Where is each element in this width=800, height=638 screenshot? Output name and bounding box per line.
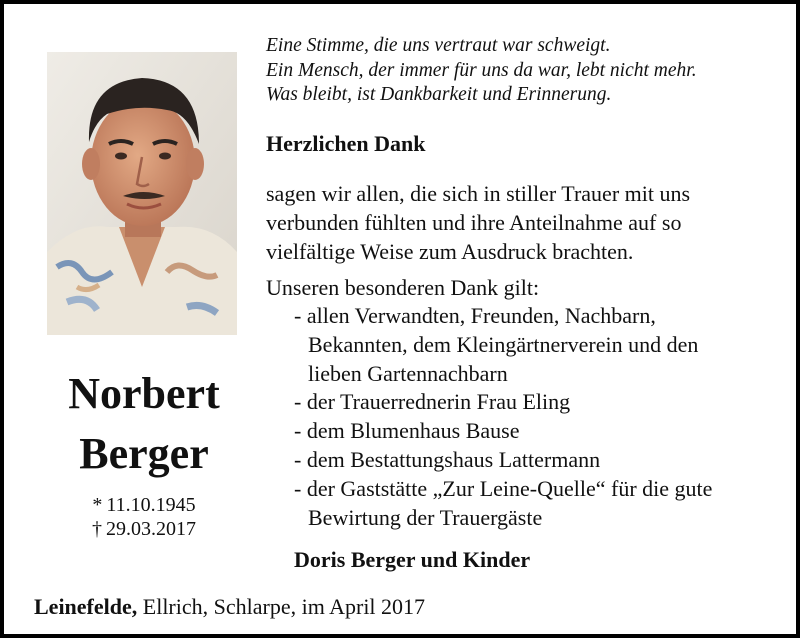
footer-rest: Ellrich, Schlarpe, im April 2017 [137, 594, 426, 619]
birth-date-value: 11.10.1945 [106, 494, 196, 516]
thanks-paragraph [266, 179, 690, 266]
thanks-list [294, 302, 712, 532]
list-item: - allen Verwandten, Freunden, Nachbarn, [294, 303, 656, 328]
footer-place-date [34, 593, 425, 621]
list-item-continuation: Bekannten, dem Kleingärtnerverein und den [308, 331, 699, 357]
footer-place: Leinefelde, [34, 594, 138, 619]
signature: Doris Berger und Kinder [294, 547, 531, 572]
birth-date [34, 493, 254, 517]
list-item-continuation: Bewirtung der Trauergäste [308, 504, 543, 530]
paragraph-line: verbunden fühlten und ihre Anteilnahme auf so [266, 210, 682, 235]
portrait-photo [47, 52, 237, 335]
poem [266, 34, 697, 108]
deceased-last-name: Berger [79, 429, 209, 478]
death-date-value: 29.03.2017 [106, 518, 196, 540]
birth-symbol: * [92, 494, 103, 516]
cross-icon: † [92, 518, 102, 540]
list-item: - dem Bestattungshaus Lattermann [294, 446, 601, 472]
list-item: - dem Blumenhaus Bause [294, 418, 520, 444]
death-date [34, 517, 254, 541]
thanks-heading: Herzlichen Dank [266, 131, 426, 156]
poem-line: Was bleibt, ist Dankbarkeit und Erinnerung. [266, 84, 612, 105]
paragraph-line: sagen wir allen, die sich in stiller Trauer mit uns [266, 181, 691, 206]
special-thanks-intro: Unseren besonderen Dank gilt: [266, 275, 540, 300]
paragraph-line: vielfältige Weise zum Ausdruck brachten. [266, 239, 634, 264]
list-item-continuation: lieben Gartennachbarn [308, 360, 508, 386]
deceased-first-name: Norbert [68, 369, 220, 418]
poem-line: Ein Mensch, der immer für uns da war, lebt nicht mehr. [266, 59, 697, 81]
list-item: - der Gaststätte „Zur Leine-Quelle“ für die gute [294, 475, 713, 501]
poem-line: Eine Stimme, die uns vertraut war schweigt. [266, 35, 611, 56]
list-item: - der Trauerrednerin Frau Eling [294, 389, 571, 415]
